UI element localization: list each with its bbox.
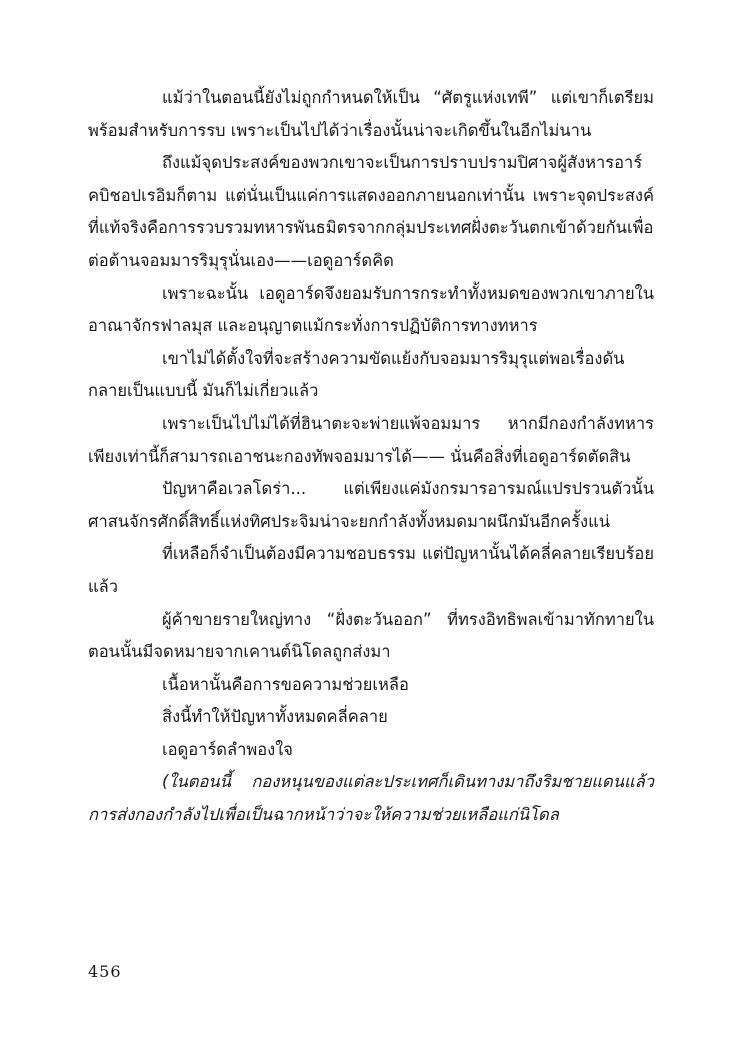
paragraph-8: ผู้ค้าขายรายใหญ่ทาง “ฝั่งตะวันออก” ที่ทรงอิทธิพลเข้ามาทักทายในตอนนั้นมีจดหมายจากเคานต์นิโดลถูกส่งมา: [88, 609, 654, 662]
paragraph-6: ปัญหาคือเวลโดร่า... แต่เพียงแค่มังกรมารอารมณ์แปรปรวนตัวนั้น ศาสนจักรศักดิ์สิทธิ์แห่งทิศประจิมน่าจะยกกำลังทั้งหมดมาผนึกมันอีกครั้งแน่: [88, 479, 654, 531]
body-text: [88, 82, 654, 832]
page-number: 456: [88, 962, 122, 981]
paragraph-9: เนื้อหานั้นคือการขอความช่วยเหลือ: [162, 674, 409, 694]
paragraph-11: เอดูอาร์ดลำพองใจ: [162, 739, 293, 759]
paragraph-12-italic: (ในตอนนี้ กองหนุนของแต่ละประเทศก็เดินทางมาถึงริมชายแดนแล้ว การส่งกองกำลังไปเพื่อเป็นฉากหน้าว่าจะให้ความช่วยเหลือแก่นิโดล: [88, 772, 654, 825]
paragraph-4: เขาไม่ได้ตั้งใจที่จะสร้างความขัดแย้งกับจอมมารริมุรุแต่พอเรื่องดันกลายเป็นแบบนี้ มันก็ไม่เกี่ยวแล้ว: [88, 348, 625, 401]
paragraph-10: สิ่งนี้ทำให้ปัญหาทั้งหมดคลี่คลาย: [162, 707, 388, 727]
paragraph-3: เพราะฉะนั้น เอดูอาร์ดจึงยอมรับการกระทำทั้งหมดของพวกเขาภายในอาณาจักรฟาลมุส และอนุญาตแม้กระทั่งการปฏิบัติการทางทหาร: [88, 283, 654, 336]
paragraph-2: ถึงแม้จุดประสงค์ของพวกเขาจะเป็นการปราบปรามปิศาจผู้สังหารอาร์คบิชอปเรอิมก็ตาม แต่นั่นเป็นแค่การแสดงออกภายนอกเท่านั้น เพราะจุดประสงค์ที่แท้จริงคือการรวบรวมทหารพันธมิตรจากกลุ่มประเทศฝั่งตะวันตกเข้าด้วยกันเพื่อต่อต้านจอมมารริมุรุนั่นเอง——เอดูอาร์ดคิด: [88, 153, 654, 270]
paragraph-1: แม้ว่าในตอนนี้ยังไม่ถูกกำหนดให้เป็น “ศัตรูแห่งเทพี” แต่เขาก็เตรียมพร้อมสำหรับการรบ เพราะเป็นไปได้ว่าเรื่องนั้นน่าจะเกิดขึ้นในอีกไม่นาน: [88, 88, 654, 140]
paragraph-7: ที่เหลือก็จำเป็นต้องมีความชอบธรรม แต่ปัญหานั้นได้คลี่คลายเรียบร้อยแล้ว: [88, 544, 654, 596]
paragraph-5: เพราะเป็นไปไม่ได้ที่ฮินาตะจะพ่ายแพ้จอมมาร หากมีกองกำลังทหารเพียงเท่านี้ก็สามารถเอาชนะกองทัพจอมมารได้—— นั่นคือสิ่งที่เอดูอาร์ดตัดสิน: [88, 413, 654, 466]
